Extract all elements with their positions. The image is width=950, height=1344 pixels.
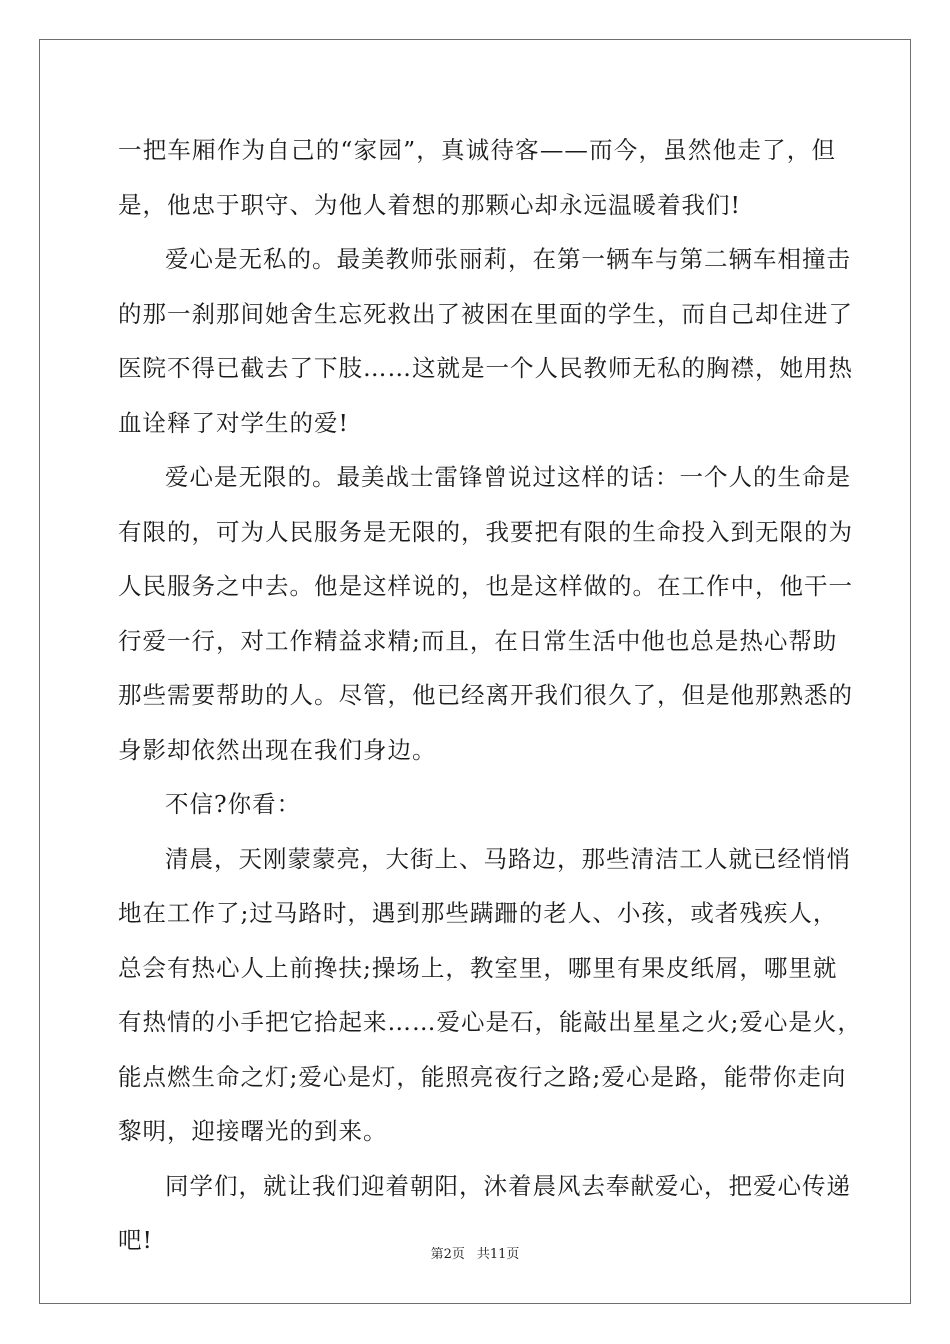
paragraph-start-line: 不信?你看： <box>165 790 302 818</box>
text-line: 有限的，可为人民服务是无限的，我要把有限的生命投入到无限的为 <box>118 517 853 546</box>
text-line: 的那一刹那间她舍生忘死救出了被困在里面的学生，而自己却住进了 <box>118 299 853 328</box>
text-line: 医院不得已截去了下肢……这就是一个人民教师无私的胸襟，她用热 <box>118 354 853 382</box>
paragraph-start-line: 爱心是无私的。最美教师张丽莉，在第一辆车与第二辆车相撞击 <box>165 245 851 273</box>
text-line: 那些需要帮助的人。尽管，他已经离开我们很久了，但是他那熟悉的 <box>118 681 853 709</box>
page-total: 共11页 <box>476 1247 520 1262</box>
text-line: 有热情的小手把它拾起来……爱心是石，能敲出星星之火;爱心是火， <box>118 1008 862 1036</box>
text-line: 行爱一行，对工作精益求精;而且，在日常生活中他也总是热心帮助 <box>118 626 838 655</box>
text-line: 血诠释了对学生的爱! <box>118 408 349 437</box>
paragraph-start-line: 清晨，天刚蒙蒙亮，大街上、马路边，那些清洁工人就已经悄悄 <box>165 844 851 873</box>
paragraph-start-line: 爱心是无限的。最美战士雷锋曾说过这样的话：一个人的生命是 <box>165 463 851 491</box>
text-line: 黎明，迎接曙光的到来。 <box>118 1117 388 1145</box>
text-line: 一把车厢作为自己的“家园”，真诚待客——而今，虽然他走了，但 <box>118 136 836 164</box>
text-line: 能点燃生命之灯;爱心是灯，能照亮夜行之路;爱心是路，能带你走向 <box>118 1062 847 1091</box>
text-line: 地在工作了;过马路时，遇到那些蹒跚的老人、小孩，或者残疾人， <box>118 899 838 927</box>
document-body <box>118 127 862 1272</box>
text-line: 身影却依然出现在我们身边。 <box>118 735 437 764</box>
text-line: 人民服务之中去。他是这样说的，也是这样做的。在工作中，他干一 <box>118 572 853 600</box>
page-number: 第2页 <box>430 1247 465 1262</box>
text-line: 吧! <box>118 1226 153 1254</box>
paragraph-start-line: 同学们，就让我们迎着朝阳，沐着晨风去奉献爱心，把爱心传递 <box>165 1171 851 1200</box>
page-footer <box>0 1246 950 1264</box>
text-line: 是，他忠于职守、为他人着想的那颗心却永远温暖着我们! <box>118 190 741 219</box>
text-line: 总会有热心人上前搀扶;操场上，教室里，哪里有果皮纸屑，哪里就 <box>118 953 838 982</box>
